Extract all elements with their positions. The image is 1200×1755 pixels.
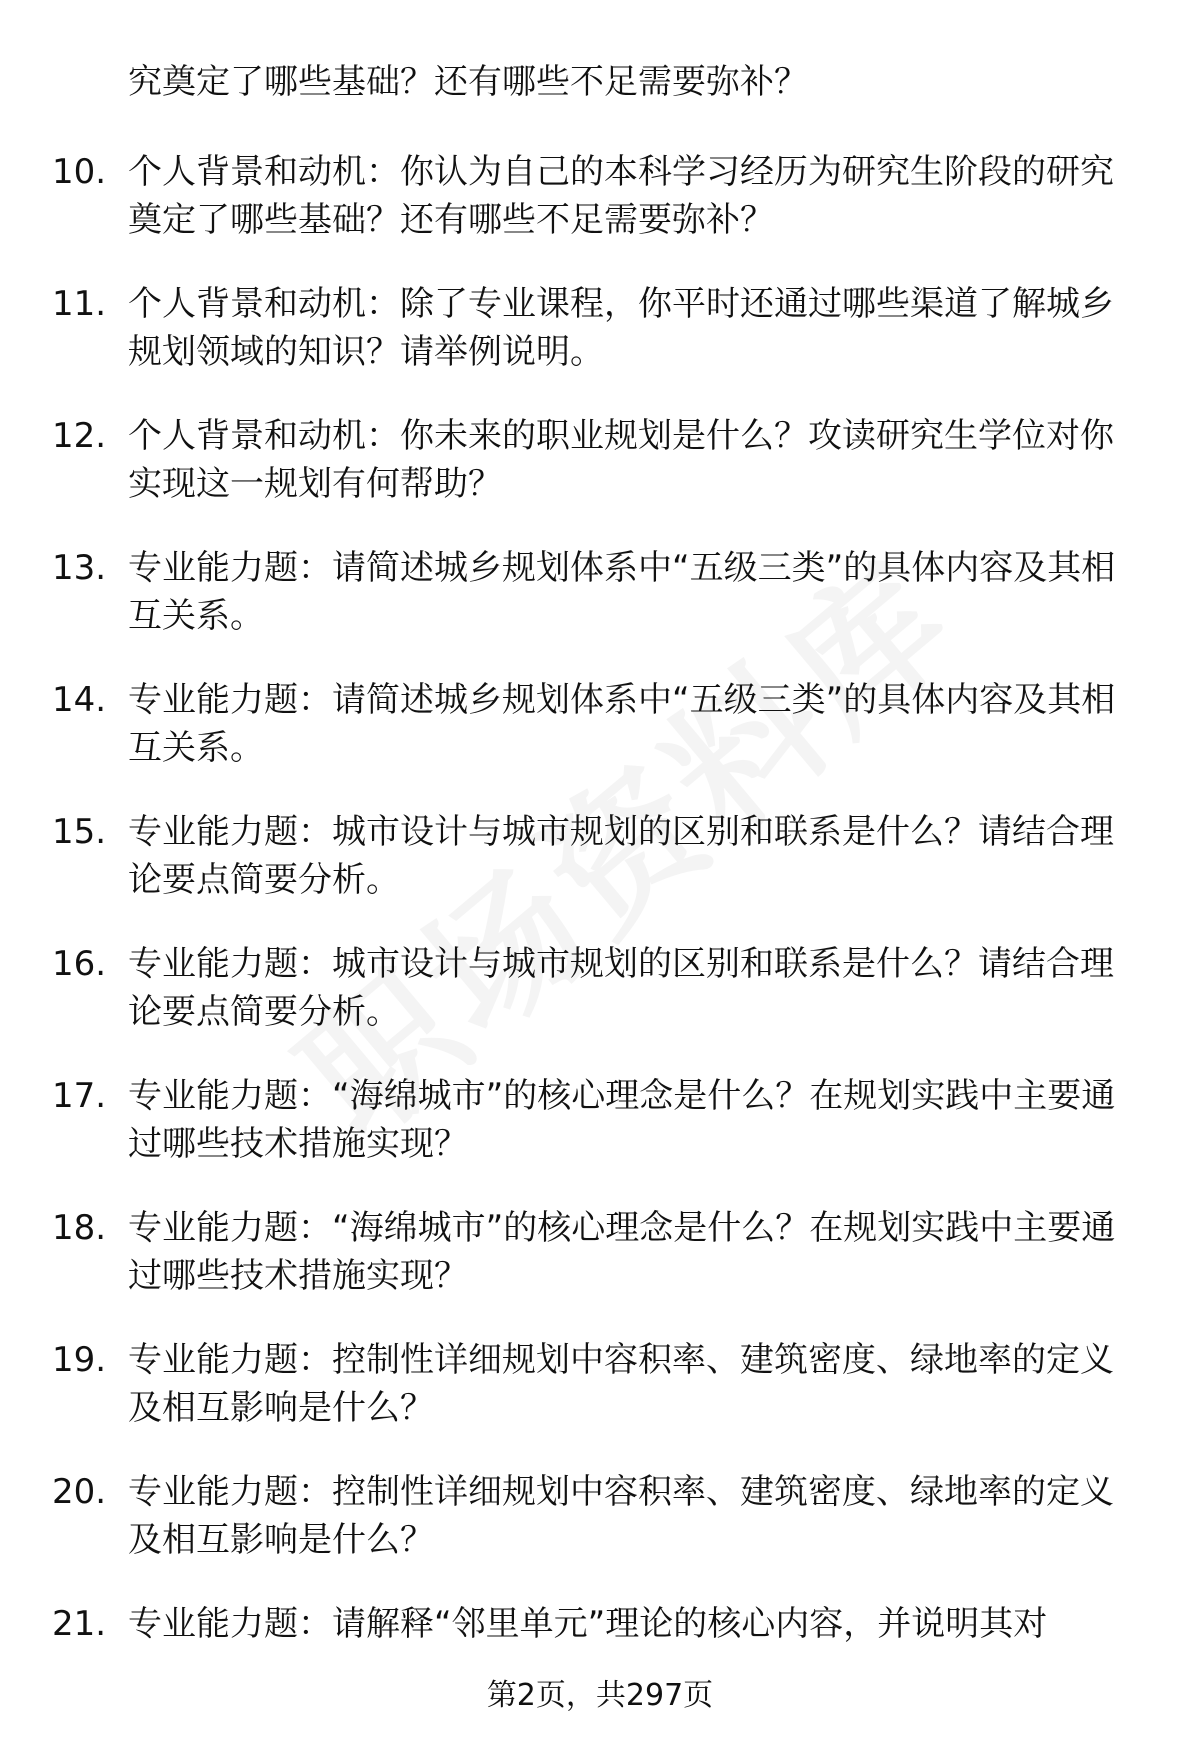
question-text: 专业能力题：请简述城乡规划体系中“五级三类”的具体内容及其相互关系。 bbox=[128, 548, 1116, 636]
question-text: 专业能力题：控制性详细规划中容积率、建筑密度、绿地率的定义及相互影响是什么？ bbox=[128, 1472, 1114, 1560]
question-text: 专业能力题：城市设计与城市规划的区别和联系是什么？请结合理论要点简要分析。 bbox=[128, 812, 1114, 900]
question-number: 18. bbox=[52, 1208, 107, 1248]
question-item-14 bbox=[52, 676, 1152, 808]
question-text: 专业能力题：“海绵城市”的核心理念是什么？在规划实践中主要通过哪些技术措施实现？ bbox=[128, 1208, 1116, 1296]
question-text: 个人背景和动机：你未来的职业规划是什么？攻读研究生学位对你实现这一规划有何帮助？ bbox=[128, 416, 1114, 504]
question-number: 17. bbox=[52, 1076, 107, 1116]
question-item-12 bbox=[52, 412, 1152, 544]
page-number-footer: 第2页，共297页 bbox=[486, 1678, 714, 1713]
question-item-17 bbox=[52, 1072, 1152, 1204]
question-number: 10. bbox=[52, 152, 107, 192]
question-item-10 bbox=[52, 148, 1152, 280]
question-number: 16. bbox=[52, 944, 107, 984]
continued-question-text: 究奠定了哪些基础？还有哪些不足需要弥补？ bbox=[128, 62, 808, 102]
question-text: 专业能力题：控制性详细规划中容积率、建筑密度、绿地率的定义及相互影响是什么？ bbox=[128, 1340, 1114, 1428]
question-item-13 bbox=[52, 544, 1152, 676]
question-item-15 bbox=[52, 808, 1152, 940]
question-number: 20. bbox=[52, 1472, 107, 1512]
question-number: 12. bbox=[52, 416, 107, 456]
question-item-16 bbox=[52, 940, 1152, 1072]
question-text: 专业能力题：“海绵城市”的核心理念是什么？在规划实践中主要通过哪些技术措施实现？ bbox=[128, 1076, 1116, 1164]
question-number: 14. bbox=[52, 680, 107, 720]
question-text: 个人背景和动机：除了专业课程，你平时还通过哪些渠道了解城乡规划领域的知识？请举例说明。 bbox=[128, 284, 1114, 372]
question-number: 15. bbox=[52, 812, 107, 852]
question-text: 专业能力题：城市设计与城市规划的区别和联系是什么？请结合理论要点简要分析。 bbox=[128, 944, 1114, 1032]
question-number: 11. bbox=[52, 284, 107, 324]
question-text: 专业能力题：请解释“邻里单元”理论的核心内容，并说明其对 bbox=[128, 1604, 1048, 1644]
question-list bbox=[52, 148, 1152, 1732]
question-item-11 bbox=[52, 280, 1152, 412]
question-item-20 bbox=[52, 1468, 1152, 1600]
question-number: 19. bbox=[52, 1340, 107, 1380]
question-text: 个人背景和动机：你认为自己的本科学习经历为研究生阶段的研究奠定了哪些基础？还有哪些不足需要弥补？ bbox=[128, 152, 1114, 240]
question-item-19 bbox=[52, 1336, 1152, 1468]
question-item-18 bbox=[52, 1204, 1152, 1336]
question-number: 21. bbox=[52, 1604, 107, 1644]
question-number: 13. bbox=[52, 548, 107, 588]
question-text: 专业能力题：请简述城乡规划体系中“五级三类”的具体内容及其相互关系。 bbox=[128, 680, 1116, 768]
